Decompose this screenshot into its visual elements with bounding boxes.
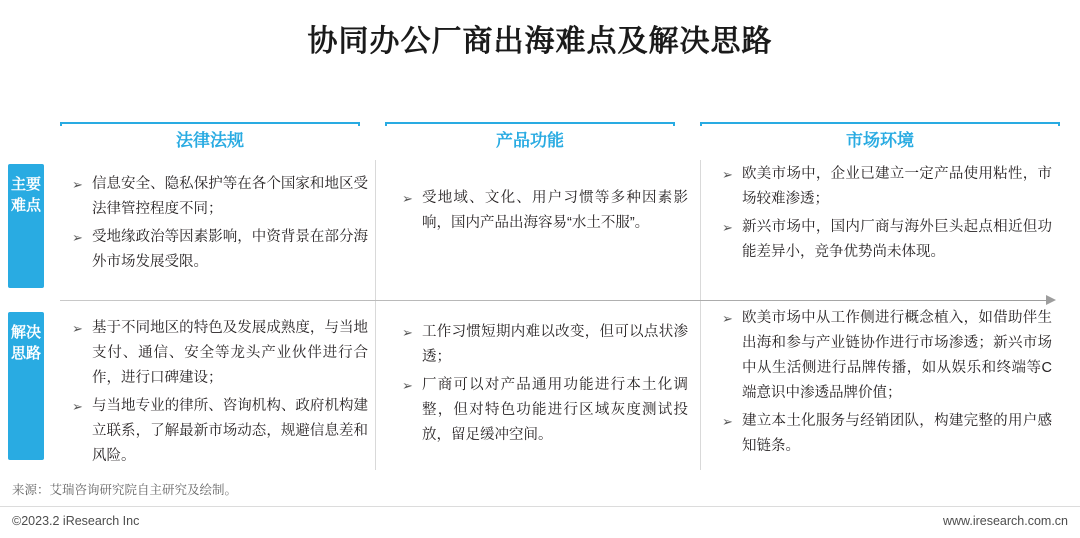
bullet-item — [72, 225, 368, 275]
bullet-text: 欧美市场中，企业已建立一定产品使用粘性，市场较难渗透； — [742, 166, 1052, 207]
cell-difficulties-legal — [72, 172, 368, 278]
bullet-arrow-icon: ➢ — [722, 311, 733, 326]
bullet-arrow-icon: ➢ — [402, 325, 413, 340]
bullet-text: 欧美市场中从工作侧进行概念植入，如借助伴生出海和参与产业链协作进行市场渗透；新兴市场中从生活侧进行品牌传播，如从娱乐和终端等C端意识中渗透品牌价值； — [742, 310, 1052, 401]
column-divider — [700, 160, 701, 470]
cell-solutions-market — [722, 306, 1052, 462]
bullet-item — [402, 373, 688, 448]
footer-website[interactable]: www.iresearch.com.cn — [942, 514, 1068, 528]
bullet-item — [72, 394, 368, 469]
bullet-item — [402, 320, 688, 370]
bullet-text: 基于不同地区的特色及发展成熟度，与当地支付、通信、安全等龙头产业伙伴进行合作，进行口碑建设； — [92, 320, 368, 386]
cell-solutions-legal — [72, 316, 368, 472]
bullet-arrow-icon: ➢ — [722, 167, 733, 182]
progress-arrow-line — [60, 300, 1048, 301]
footer-divider — [0, 506, 1080, 507]
bullet-arrow-icon: ➢ — [72, 399, 83, 414]
bullet-item — [72, 172, 368, 222]
bullet-arrow-icon: ➢ — [72, 177, 83, 192]
bullet-item — [722, 306, 1052, 406]
column-header-text: 市场环境 — [834, 126, 926, 151]
bullet-arrow-icon: ➢ — [402, 191, 413, 206]
bullet-text: 信息安全、隐私保护等在各个国家和地区受法律管控程度不同； — [92, 176, 368, 217]
source-note: 来源：艾瑞咨询研究院自主研究及绘制。 — [12, 483, 238, 497]
column-divider — [375, 160, 376, 470]
bullet-text: 工作习惯短期内难以改变，但可以点状渗透； — [422, 324, 688, 365]
column-header-label — [700, 126, 1060, 151]
cell-solutions-product — [402, 320, 688, 451]
bullet-text: 建立本土化服务与经销团队，构建完整的用户感知链条。 — [742, 413, 1052, 454]
column-header-product — [385, 120, 675, 154]
cell-difficulties-market — [722, 162, 1052, 268]
cell-difficulties-product — [402, 186, 688, 239]
column-header-market — [700, 120, 1060, 154]
bullet-text: 受地域、文化、用户习惯等多种因素影响，国内产品出海容易“水土不服”。 — [422, 190, 688, 231]
footer-copyright: ©2023.2 iResearch Inc — [12, 514, 140, 528]
bullet-text: 新兴市场中，国内厂商与海外巨头起点相近但功能差异小，竞争优势尚未体现。 — [742, 219, 1052, 260]
bullet-text: 厂商可以对产品通用功能进行本土化调整，但对特色功能进行区域灰度测试投放，留足缓冲空间。 — [422, 377, 688, 443]
bullet-item — [722, 215, 1052, 265]
column-header-text: 产品功能 — [484, 126, 576, 151]
bullet-item — [722, 162, 1052, 212]
progress-arrow-head — [1046, 295, 1056, 305]
bullet-text: 受地缘政治等因素影响，中资背景在部分海外市场发展受限。 — [92, 229, 368, 270]
bullet-arrow-icon: ➢ — [72, 321, 83, 336]
bullet-arrow-icon: ➢ — [402, 378, 413, 393]
bullet-arrow-icon: ➢ — [722, 220, 733, 235]
row-label-difficulties: 主要难点 — [8, 164, 44, 288]
bullet-arrow-icon: ➢ — [722, 414, 733, 429]
column-header-text: 法律法规 — [164, 126, 256, 151]
page-title: 协同办公厂商出海难点及解决思路 — [307, 25, 773, 58]
bullet-arrow-icon: ➢ — [72, 230, 83, 245]
column-header-label — [385, 126, 675, 151]
column-header-label — [60, 126, 360, 151]
column-headers — [60, 120, 1060, 154]
bullet-item — [722, 409, 1052, 459]
bullet-item — [72, 316, 368, 391]
row-label-solutions: 解决思路 — [8, 312, 44, 460]
column-header-legal — [60, 120, 360, 154]
bullet-item — [402, 186, 688, 236]
bullet-text: 与当地专业的律所、咨询机构、政府机构建立联系，了解最新市场动态，规避信息差和风险。 — [92, 398, 368, 464]
